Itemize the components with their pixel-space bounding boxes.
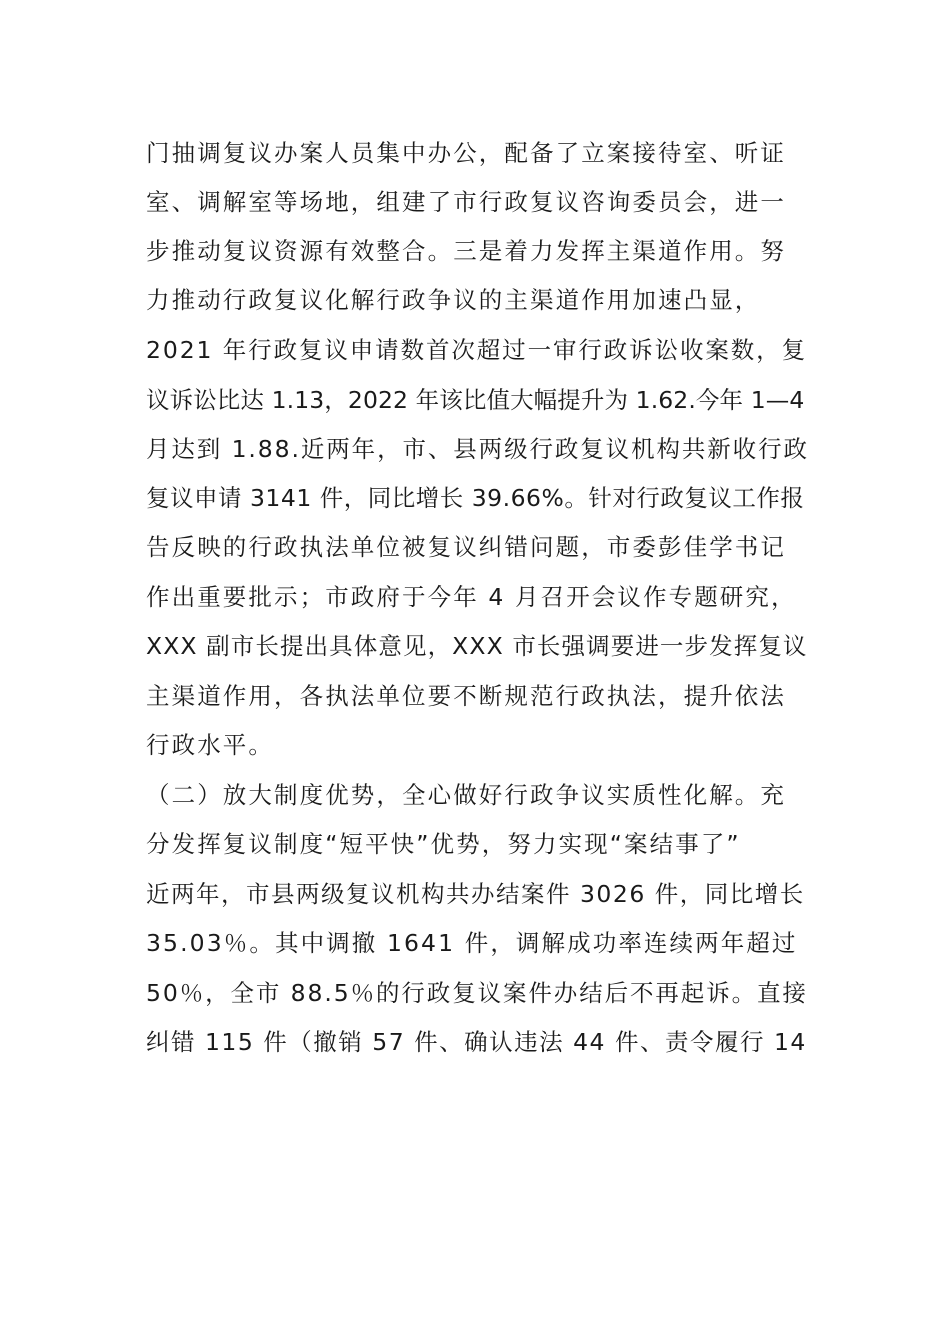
text-line: 行政水平。 bbox=[146, 731, 274, 759]
text-line: 室、调解室等场地，组建了市行政复议咨询委员会，进一 bbox=[146, 188, 786, 216]
text-line: 主渠道作用，各执法单位要不断规范行政执法，提升依法 bbox=[146, 682, 786, 710]
text-line: 作出重要批示；市政府于今年 4 月召开会议作专题研究， bbox=[146, 583, 797, 611]
text-line: 月达到 1.88.近两年，市、县两级行政复议机构共新收行政 bbox=[146, 435, 809, 463]
text-line: 分发挥复议制度“短平快”优势，努力实现“案结事了” bbox=[146, 830, 741, 858]
text-line: XXX 副市长提出具体意见，XXX 市长强调要进一步发挥复议 bbox=[146, 632, 808, 660]
text-line: 复议申请 3141 件，同比增长 39.66%。针对行政复议工作报 bbox=[146, 484, 805, 512]
text-line: 议诉讼比达 1.13，2022 年该比值大幅提升为 1.62.今年 1—4 bbox=[146, 386, 805, 414]
text-line: 力推动行政复议化解行政争议的主渠道作用加速凸显， bbox=[146, 286, 761, 314]
text-line: 近两年，市县两级复议机构共办结案件 3026 件，同比增长 bbox=[146, 880, 805, 908]
text-line: 门抽调复议办案人员集中办公，配备了立案接待室、听证 bbox=[146, 139, 786, 167]
text-line: 告反映的行政执法单位被复议纠错问题，市委彭佳学书记 bbox=[146, 533, 786, 561]
text-line: 纠错 115 件（撤销 57 件、确认违法 44 件、责令履行 14 bbox=[146, 1028, 807, 1056]
section-heading-line: （二）放大制度优势，全心做好行政争议实质性化解。充 bbox=[146, 781, 786, 809]
text-line: 2021 年行政复议申请数首次超过一审行政诉讼收案数，复 bbox=[146, 336, 807, 364]
text-line: 步推动复议资源有效整合。三是着力发挥主渠道作用。努 bbox=[146, 237, 786, 265]
text-line: 35.03％。其中调撤 1641 件，调解成功率连续两年超过 bbox=[146, 929, 798, 957]
text-line: 50％，全市 88.5％的行政复议案件办结后不再起诉。直接 bbox=[146, 979, 808, 1007]
